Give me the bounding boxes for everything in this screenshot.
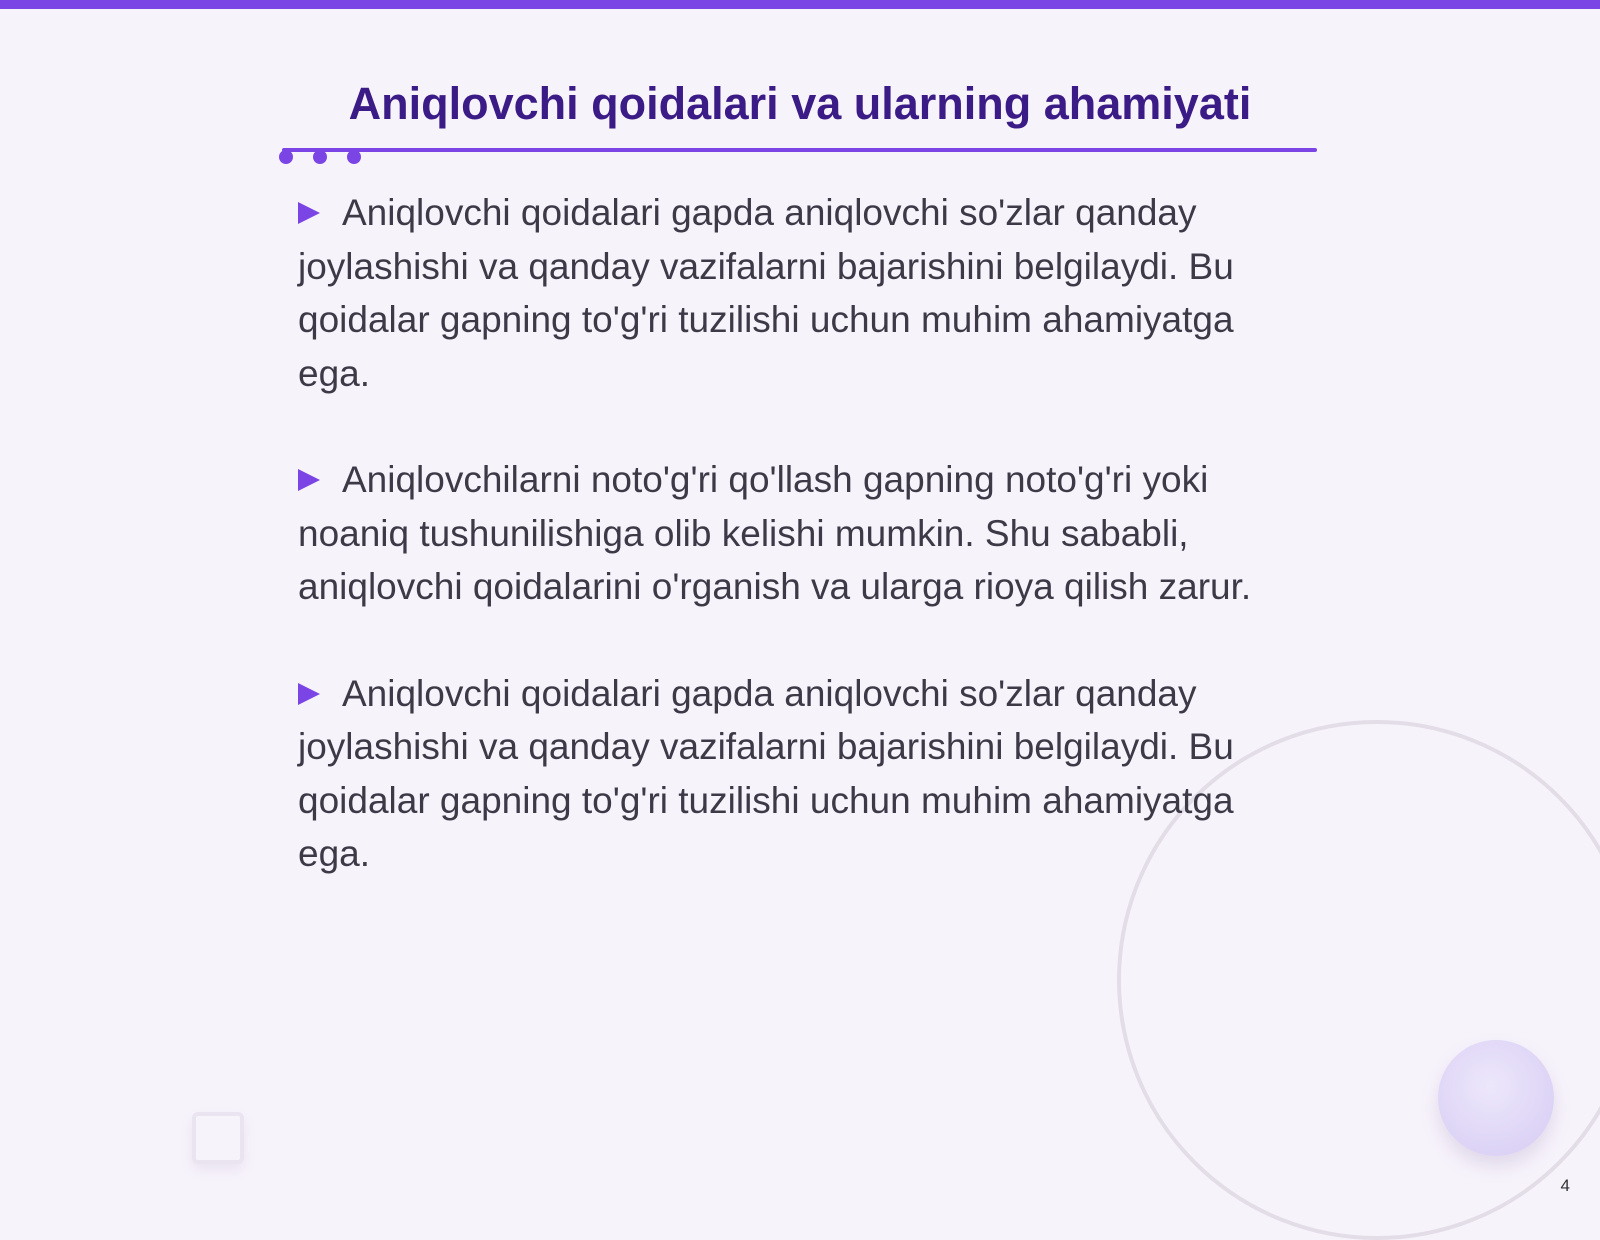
bullet-text: Aniqlovchi qoidalari gapda aniqlovchi so'zlar qanday joylashishi va qanday vazifalarni bajarishini belgilaydi. Bu qoidalar gapning to'g'ri tuzilishi uchun muhim ahamiyatga ega.	[298, 672, 1234, 874]
slide-title: Aniqlovchi qoidalari va ularning ahamiyati	[348, 78, 1252, 129]
title-underline	[282, 148, 1317, 152]
triangle-bullet-icon	[298, 469, 320, 491]
underline-dot	[313, 150, 327, 164]
triangle-bullet-icon	[298, 202, 320, 224]
bullet-paragraph	[298, 667, 1308, 881]
triangle-bullet-icon	[298, 683, 320, 705]
decorative-square	[192, 1112, 244, 1164]
decorative-circle	[1438, 1040, 1554, 1156]
top-accent-bar	[0, 0, 1600, 9]
underline-dot	[347, 150, 361, 164]
bullet-paragraph	[298, 453, 1308, 614]
underline-dot	[279, 150, 293, 164]
page-number: 4	[1560, 1176, 1570, 1195]
bullet-list	[298, 186, 1308, 934]
bullet-text: Aniqlovchi qoidalari gapda aniqlovchi so'zlar qanday joylashishi va qanday vazifalarni bajarishini belgilaydi. Bu qoidalar gapning to'g'ri tuzilishi uchun muhim ahamiyatga ega.	[298, 192, 1234, 394]
bullet-paragraph	[298, 186, 1308, 400]
bullet-text: Aniqlovchilarni noto'g'ri qo'llash gapning noto'g'ri yoki noaniq tushunilishiga olib kelishi mumkin. Shu sababli, aniqlovchi qoidalarini o'rganish va ularga rioya qilish zarur.	[298, 459, 1252, 607]
